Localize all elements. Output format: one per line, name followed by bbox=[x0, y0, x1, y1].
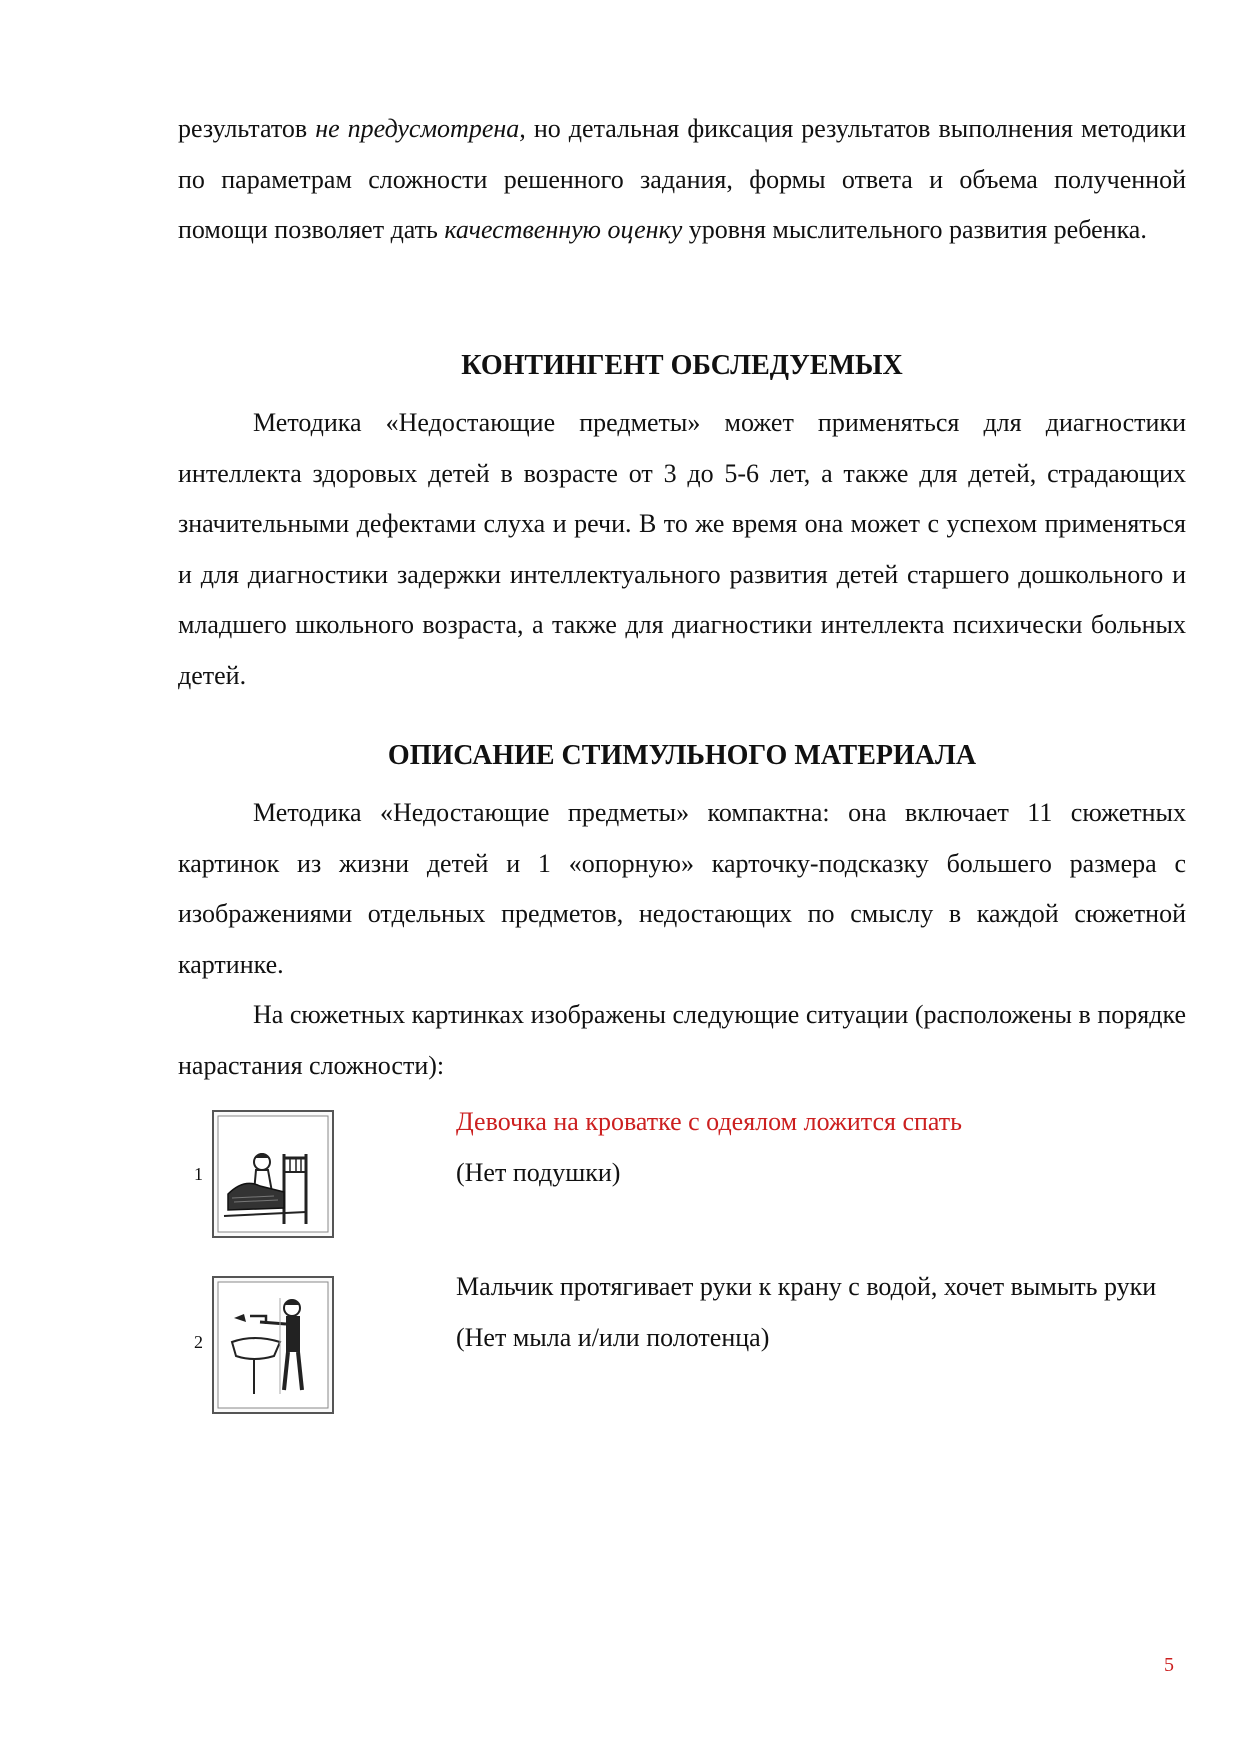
boy-sink-illustration bbox=[214, 1278, 332, 1412]
picture-2-boy-washing bbox=[212, 1276, 334, 1414]
item-2-description: Мальчик протягивает руки к крану с водой, хочет вымыть руки bbox=[456, 1272, 1157, 1301]
item-1-text bbox=[456, 1097, 1186, 1198]
section-heading-contingent: КОНТИНГЕНТ ОБСЛЕДУЕМЫХ bbox=[461, 350, 903, 381]
contingent-paragraph bbox=[178, 398, 1186, 701]
intro-text-3: уровня мыслительного развития ребенка. bbox=[682, 215, 1147, 244]
intro-paragraph bbox=[178, 104, 1186, 256]
item-2-text bbox=[456, 1262, 1186, 1363]
item-1-missing: (Нет подушки) bbox=[456, 1157, 621, 1187]
girl-bed-illustration bbox=[214, 1112, 332, 1236]
page-number: 5 bbox=[1164, 1654, 1174, 1676]
section-heading-stimulus: ОПИСАНИЕ СТИМУЛЬНОГО МАТЕРИАЛА bbox=[387, 740, 977, 771]
picture-number-1: 1 bbox=[194, 1164, 203, 1184]
stimulus-paragraph-2 bbox=[178, 990, 1186, 1091]
contingent-text: Методика «Недостающие предметы» может применяться для диагностики интеллекта здоровых детей в возрасте от 3 до 5-6 лет, а также для детей, страдающих значительными дефектами слуха и речи. В то же время она может с успехом применяться и для диагностики задержки интеллектуального развития детей старшего дошкольного и младшего школьного возраста, а также для диагностики интеллекта психически больных детей. bbox=[178, 408, 1186, 690]
intro-italic-2: качественную оценку bbox=[444, 215, 683, 244]
stimulus-text-1: Методика «Недостающие предметы» компактна: она включает 11 сюжетных картинок из жизни детей и 1 «опорную» карточку-подсказку большего размера с изображениями отдельных предметов, недостающих по смыслу в каждой сюжетной картинке. bbox=[178, 798, 1186, 979]
picture-1-girl-bed bbox=[212, 1110, 334, 1238]
stimulus-paragraph-1 bbox=[178, 788, 1186, 990]
intro-text-1: результатов bbox=[178, 114, 316, 143]
item-1-description: Девочка на кроватке с одеялом ложится спать bbox=[456, 1107, 963, 1136]
stimulus-text-2: На сюжетных картинках изображены следующие ситуации (расположены в порядке нарастания сложности): bbox=[178, 1000, 1186, 1080]
item-2-missing: (Нет мыла и/или полотенца) bbox=[456, 1322, 770, 1352]
intro-text-2: но детальная фиксация результатов выполнения методики по параметрам сложности решенного задания, формы ответа и объема полученной помощи позволяет дать bbox=[178, 114, 1187, 244]
picture-number-2: 2 bbox=[194, 1332, 203, 1352]
intro-italic-1: не предусмотрена, bbox=[315, 114, 526, 143]
